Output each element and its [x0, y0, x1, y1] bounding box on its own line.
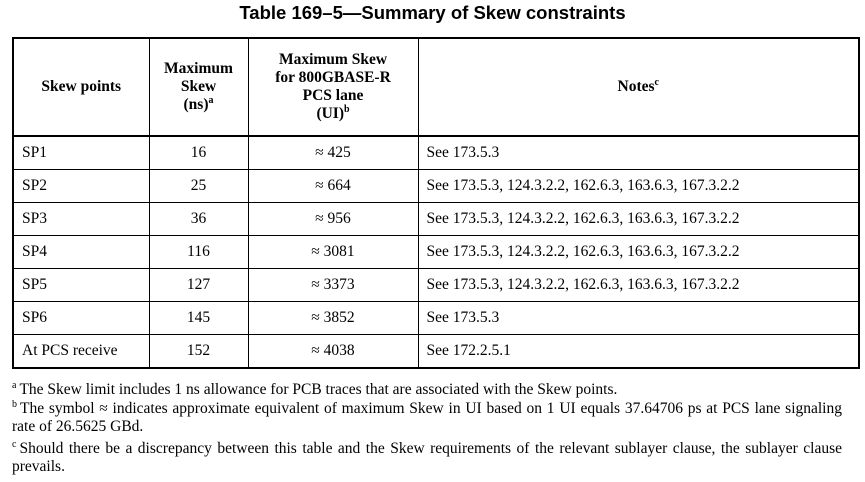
header-skew-points: Skew points — [13, 38, 149, 136]
footnote-ref: c — [654, 77, 659, 88]
footnote-mark: a — [12, 380, 17, 391]
header-text: Maximum Skew — [278, 51, 388, 68]
header-text: Skew — [180, 78, 217, 95]
table-header-row — [13, 38, 859, 136]
table-row — [13, 302, 859, 335]
footnote-ref: a — [208, 95, 214, 106]
cell-max-skew-ui: ≈ 3373 — [248, 269, 418, 302]
table-row — [13, 170, 859, 203]
footnote-mark: c — [12, 439, 17, 450]
cell-notes: See 173.5.3, 124.3.2.2, 162.6.3, 163.6.3, 167.3.2.2 — [418, 170, 859, 203]
header-notes: Notes$^c$ — [418, 38, 859, 136]
skew-constraints-table — [12, 37, 860, 369]
table-title: Table 169–5—Summary of Skew constraints — [239, 2, 626, 23]
cell-max-skew-ns: 25 — [149, 170, 248, 203]
header-maximum-skew-ns — [149, 38, 248, 136]
cell-notes: See 173.5.3 — [418, 136, 859, 170]
header-text: (ns) — [183, 96, 209, 113]
cell-notes: See 173.5.3, 124.3.2.2, 162.6.3, 163.6.3, 167.3.2.2 — [418, 269, 859, 302]
cell-max-skew-ui: ≈ 956 — [248, 203, 418, 236]
cell-max-skew-ui: ≈ 3081 — [248, 236, 418, 269]
cell-skew-point: SP6 — [13, 302, 149, 335]
footnote-c — [12, 436, 842, 476]
header-maximum-skew-ui — [248, 38, 418, 136]
table-row — [13, 335, 859, 369]
cell-skew-point: SP1 — [13, 136, 149, 170]
cell-max-skew-ui: ≈ 3852 — [248, 302, 418, 335]
header-text: PCS lane — [302, 87, 364, 104]
cell-max-skew-ns: 16 — [149, 136, 248, 170]
footnote-ref: b — [344, 104, 350, 115]
cell-max-skew-ui: ≈ 664 — [248, 170, 418, 203]
cell-notes: See 173.5.3, 124.3.2.2, 162.6.3, 163.6.3, 167.3.2.2 — [418, 203, 859, 236]
footnote-b — [12, 396, 842, 436]
cell-notes: See 173.5.3, 124.3.2.2, 162.6.3, 163.6.3, 167.3.2.2 — [418, 236, 859, 269]
cell-skew-point: SP3 — [13, 203, 149, 236]
header-text: Maximum — [164, 60, 233, 77]
table-row — [13, 269, 859, 302]
footnote-text: The Skew limit includes 1 ns allowance for PCB traces that are associated with the Skew points. — [19, 381, 618, 398]
cell-max-skew-ns: 127 — [149, 269, 248, 302]
cell-notes: See 172.2.5.1 — [418, 335, 859, 369]
header-text: (UI) — [316, 105, 344, 122]
cell-skew-point: At PCS receive — [13, 335, 149, 369]
cell-notes: See 173.5.3 — [418, 302, 859, 335]
cell-max-skew-ui: ≈ 425 — [248, 136, 418, 170]
cell-max-skew-ui: ≈ 4038 — [248, 335, 418, 369]
cell-skew-point: SP5 — [13, 269, 149, 302]
cell-max-skew-ns: 152 — [149, 335, 248, 369]
header-text: for 800GBASE-R — [275, 69, 391, 86]
footnote-mark: b — [12, 399, 17, 410]
footnote-text: The symbol ≈ indicates approximate equivalent of maximum Skew in UI based on 1 UI equals 37.64706 ps at PCS lane signaling rate of 26.5625 GBd. — [12, 400, 842, 435]
cell-skew-point: SP4 — [13, 236, 149, 269]
footnote-text: Should there be a discrepancy between this table and the Skew requirements of the relevant sublayer clause, the sublayer clause prevails. — [12, 440, 842, 475]
cell-skew-point: SP2 — [13, 170, 149, 203]
cell-max-skew-ns: 36 — [149, 203, 248, 236]
cell-max-skew-ns: 145 — [149, 302, 248, 335]
cell-max-skew-ns: 116 — [149, 236, 248, 269]
table-row — [13, 236, 859, 269]
table-row — [13, 203, 859, 236]
table-row — [13, 136, 859, 170]
